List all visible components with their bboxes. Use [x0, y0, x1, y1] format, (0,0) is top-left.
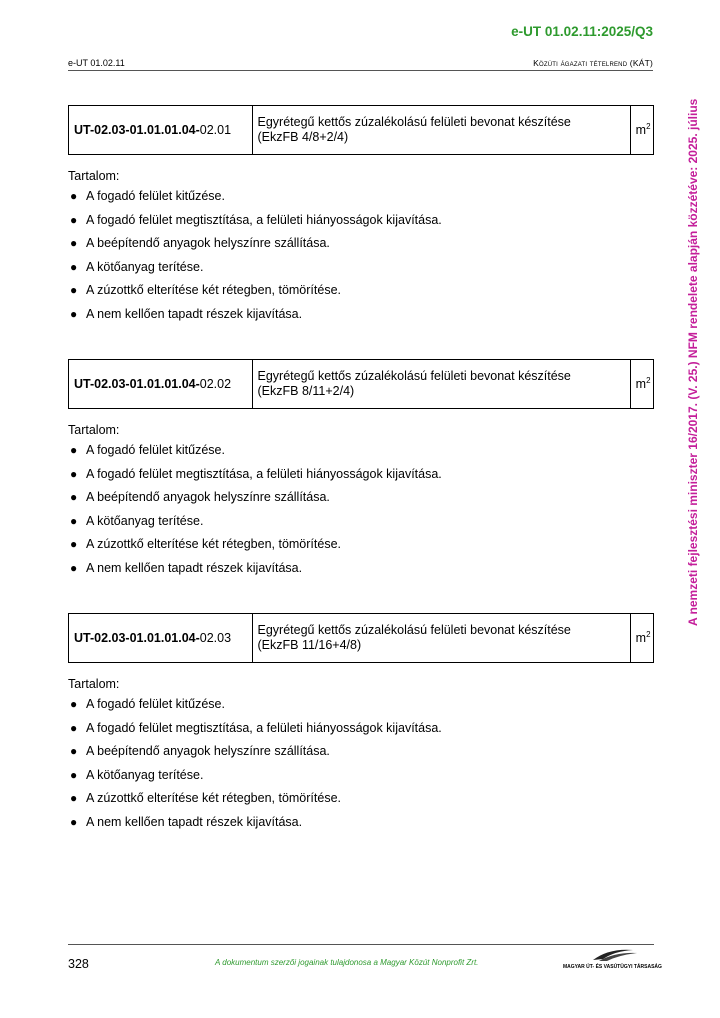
list-item: [68, 814, 654, 838]
header-rule: [68, 70, 653, 71]
list-item-text: A nem kellően tapadt részek kijavítása.: [86, 306, 303, 321]
tetel-code-suffix: 02.02: [199, 377, 232, 391]
tetel-code: [69, 106, 253, 155]
bullet-icon: ●: [70, 283, 78, 297]
list-item: [68, 282, 654, 306]
tetel-unit: [630, 106, 653, 155]
document-code: e-UT 01.02.11:2025/Q3: [511, 24, 653, 39]
bullet-icon: ●: [70, 767, 78, 782]
list-item: [68, 720, 654, 744]
list-item: [68, 259, 654, 283]
list-item: [68, 790, 654, 814]
list-item-text: A kötőanyag terítése.: [86, 767, 204, 782]
bullet-icon: ●: [70, 212, 78, 227]
list-item-text: A zúzottkő elterítése két rétegben, tömörítése.: [86, 791, 341, 805]
tetel-description: [252, 106, 630, 155]
list-item-text: A beépítendő anyagok helyszínre szállítása.: [86, 744, 330, 758]
bullet-icon: ●: [70, 513, 78, 528]
list-item: [68, 188, 654, 212]
footer-rule: [68, 944, 654, 945]
tetel-code: [69, 614, 253, 663]
tetel-unit-exponent: 2: [646, 376, 651, 386]
tetel-description-line2: (EkzFB 11/16+4/8): [257, 638, 362, 652]
list-item-text: A fogadó felület megtisztítása, a felületi hiányosságok kijavítása.: [86, 212, 442, 227]
list-item: [68, 767, 654, 791]
list-item: [68, 696, 654, 720]
tetel-unit-base: m: [635, 377, 647, 392]
content-list: [68, 442, 654, 583]
tetel-table: [68, 105, 654, 155]
list-item-text: A fogadó felület kitűzése.: [86, 189, 225, 203]
list-item: [68, 306, 654, 330]
list-item-text: A fogadó felület megtisztítása, a felületi hiányosságok kijavítása.: [86, 720, 442, 735]
list-item: [68, 442, 654, 466]
company-logo: [563, 946, 662, 970]
tetel-description-line1: Egyrétegű kettős zúzalékolású felületi bevonat készítése: [257, 623, 571, 637]
list-item-text: A fogadó felület megtisztítása, a felületi hiányosságok kijavítása.: [86, 466, 442, 481]
tetel-description-line1: Egyrétegű kettős zúzalékolású felületi bevonat készítése: [257, 115, 571, 129]
bullet-icon: ●: [70, 443, 78, 457]
bullet-icon: ●: [70, 560, 78, 575]
tetel-unit-exponent: 2: [646, 122, 651, 132]
bullet-icon: ●: [70, 814, 78, 829]
list-item-text: A kötőanyag terítése.: [86, 513, 204, 528]
list-item: [68, 489, 654, 513]
list-item-text: A kötőanyag terítése.: [86, 259, 204, 274]
tetel-block: [68, 613, 654, 837]
list-item: [68, 536, 654, 560]
tetel-unit: [630, 614, 653, 663]
tetel-table: [68, 613, 654, 663]
tetel-description-line2: (EkzFB 4/8+2/4): [257, 130, 349, 144]
list-item-text: A zúzottkő elterítése két rétegben, tömörítése.: [86, 537, 341, 551]
bullet-icon: ●: [70, 744, 78, 758]
list-item-text: A fogadó felület kitűzése.: [86, 697, 225, 711]
tetel-code-suffix: 02.01: [199, 123, 232, 137]
list-item-text: A zúzottkő elterítése két rétegben, tömörítése.: [86, 283, 341, 297]
tetel-code-bold: UT-02.03-01.01.01.04-: [74, 377, 200, 391]
list-item-text: A nem kellően tapadt részek kijavítása.: [86, 560, 303, 575]
list-item-text: A nem kellően tapadt részek kijavítása.: [86, 814, 303, 829]
tetel-unit: [630, 360, 653, 409]
content-label: Tartalom:: [68, 169, 120, 183]
tetel-description-line1: Egyrétegű kettős zúzalékolású felületi bevonat készítése: [257, 369, 571, 383]
tetel-description: [252, 614, 630, 663]
list-item: [68, 466, 654, 490]
list-item-text: A fogadó felület kitűzése.: [86, 443, 225, 457]
tetel-code-suffix: 02.03: [199, 631, 232, 645]
bullet-icon: ●: [70, 259, 78, 274]
tetel-code-bold: UT-02.03-01.01.01.04-: [74, 123, 200, 137]
tetel-block: [68, 359, 654, 583]
logo-text: MAGYAR ÚT- ÉS VASÚTÜGYI TÁRSASÁG: [563, 964, 662, 970]
list-item-text: A beépítendő anyagok helyszínre szállítása.: [86, 490, 330, 504]
header-left-code: e-UT 01.02.11: [68, 58, 125, 68]
list-item-text: A beépítendő anyagok helyszínre szállítása.: [86, 236, 330, 250]
tetel-description: [252, 360, 630, 409]
bullet-icon: ●: [70, 189, 78, 203]
bullet-icon: ●: [70, 466, 78, 481]
tetel-unit-exponent: 2: [646, 630, 651, 640]
bullet-icon: ●: [70, 697, 78, 711]
bullet-icon: ●: [70, 537, 78, 551]
tetel-block: [68, 105, 654, 329]
list-item: [68, 212, 654, 236]
bullet-icon: ●: [70, 306, 78, 321]
list-item: [68, 235, 654, 259]
side-publication-note: A nemzeti fejlesztési miniszter 16/2017. (V. 25.) NFM rendelete alapján közzétéve: 2025. július: [686, 98, 700, 626]
bullet-icon: ●: [70, 720, 78, 735]
content-list: [68, 696, 654, 837]
content-label: Tartalom:: [68, 677, 120, 691]
header-right-title: Közúti ágazati tételrend (KÁT): [533, 58, 653, 68]
bullet-icon: ●: [70, 791, 78, 805]
road-swoosh-logo-icon: [563, 946, 655, 964]
content-list: [68, 188, 654, 329]
tetel-unit-base: m: [635, 123, 647, 138]
bullet-icon: ●: [70, 236, 78, 250]
tetel-code: [69, 360, 253, 409]
bullet-icon: ●: [70, 490, 78, 504]
tetel-description-line2: (EkzFB 8/11+2/4): [257, 384, 355, 398]
content-label: Tartalom:: [68, 423, 120, 437]
tetel-code-bold: UT-02.03-01.01.01.04-: [74, 631, 200, 645]
list-item: [68, 513, 654, 537]
page-number: 328: [68, 957, 89, 971]
list-item: [68, 743, 654, 767]
copyright-notice: A dokumentum szerzői jogainak tulajdonosa a Magyar Közút Nonprofit Zrt.: [215, 958, 479, 967]
tetel-unit-base: m: [635, 631, 647, 646]
tetel-table: [68, 359, 654, 409]
list-item: [68, 560, 654, 584]
